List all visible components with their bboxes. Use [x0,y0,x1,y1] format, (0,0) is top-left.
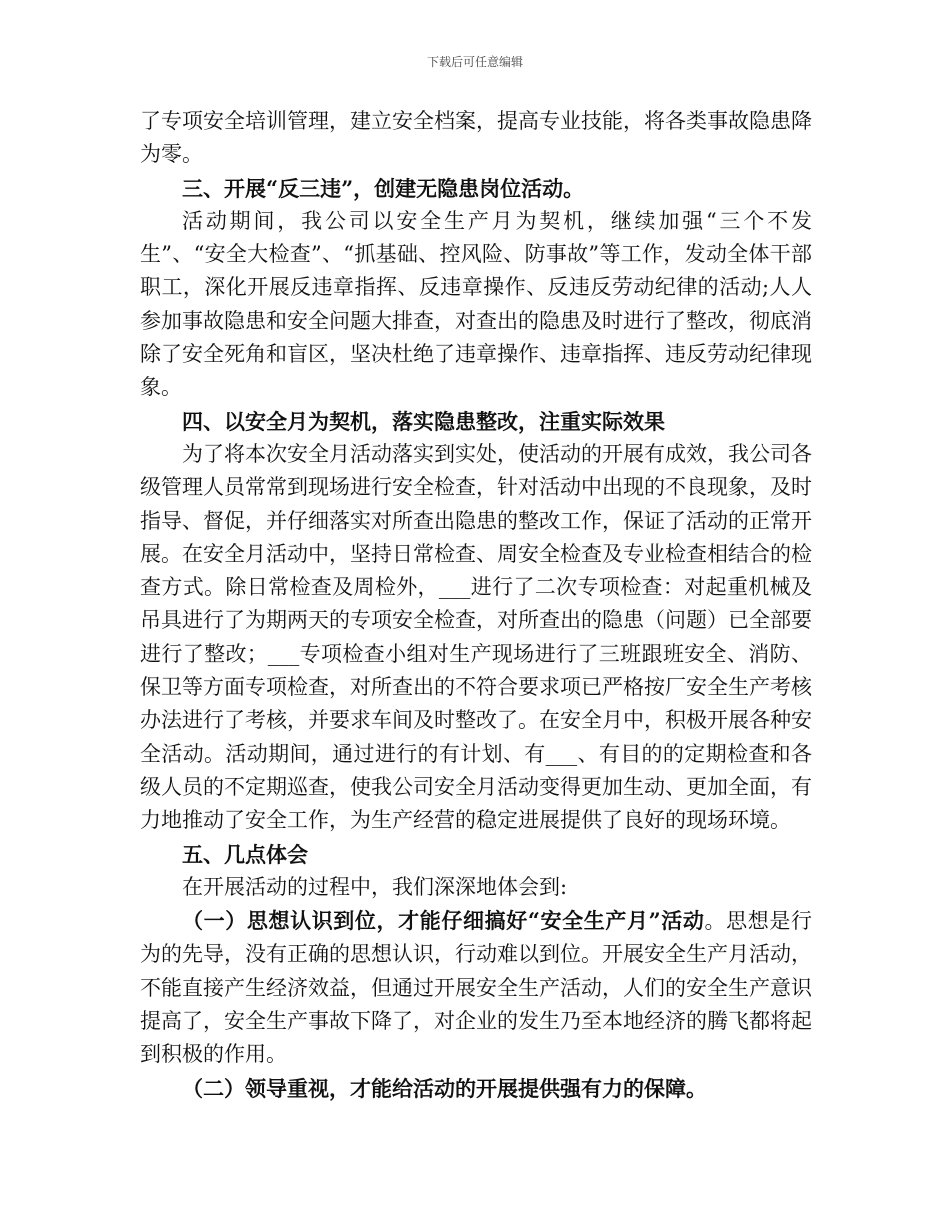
section-heading-3: 三、开展“反三违”，创建无隐患岗位活动。 [182,175,585,201]
page-header: 下载后可任意编辑 [426,55,523,69]
paragraph-anti-violations: 活动期间，我公司以安全生产月为契机，继续加强“三个不发生”、“安全大检查”、“抓基础、控风险、防事故”等工作，发动全体干部职工，深化开展反违章指挥、反违章操作、反违反劳动纪律的活动;人人参加事故隐患和安全问题大排查，对查出的隐患及时进行了整改，彻底消除了安全死角和盲区，坚决杜绝了违章操作、违章指挥、违反劳动纪律现象。 [140,208,812,400]
section-heading-5: 五、几点体会 [182,841,308,867]
paragraph-safety-month: 为了将本次安全月活动落实到实处，使活动的开展有成效，我公司各级管理人员常常到现场进行安全检查，针对活动中出现的不良现象，及时指导、督促，并仔细落实对所查出隐患的整改工作，保证了活动的正常开展。在安全月活动中，坚持日常检查、周安全检查及专业检查相结合的检查方式。除日常检查及周检外，___进行了二次专项检查：对起重机械及吊具进行了为期两天的专项安全检查，对所查出的隐患（问题）已全部要进行了整改；___专项检查小组对生产现场进行了三班跟班安全、消防、保卫等方面专项检查，对所查出的不符合要求项已严格按厂安全生产考核办法进行了考核，并要求车间及时整改了。在安全月中，积极开展各种安全活动。活动期间，通过进行的有计划、有___、有目的的定期检查和各级人员的不定期巡查，使我公司安全月活动变得更加生动、更加全面，有力地推动了安全工作，为生产经营的稳定进展提供了良好的现场环境。 [140,441,812,833]
section-heading-4: 四、以安全月为契机，落实隐患整改，注重实际效果 [182,408,665,434]
paragraph-experience-1 [140,904,812,1071]
paragraph-continuation: 了专项安全培训管理，建立安全档案，提高专业技能，将各类事故隐患降为零。 [140,109,812,167]
document-body [140,105,812,1105]
experience-1-heading: （一）思想认识到位，才能仔细搞好“安全生产月”活动 [182,908,705,934]
experience-2-heading: （二）领导重视，才能给活动的开展提供强有力的保障。 [182,1075,707,1101]
experience-1-text: 。思想是行为的先导，没有正确的思想认识，行动难以到位。开展安全生产月活动，不能直接产生经济效益，但通过开展安全生产活动，人们的安全生产意识提高了，安全生产事故下降了，对企业的发生乃至本地经济的腾飞都将起到积极的作用。 [140,909,813,1067]
paragraph-intro-experience: 在开展活动的过程中，我们深深地体会到: [182,874,568,899]
